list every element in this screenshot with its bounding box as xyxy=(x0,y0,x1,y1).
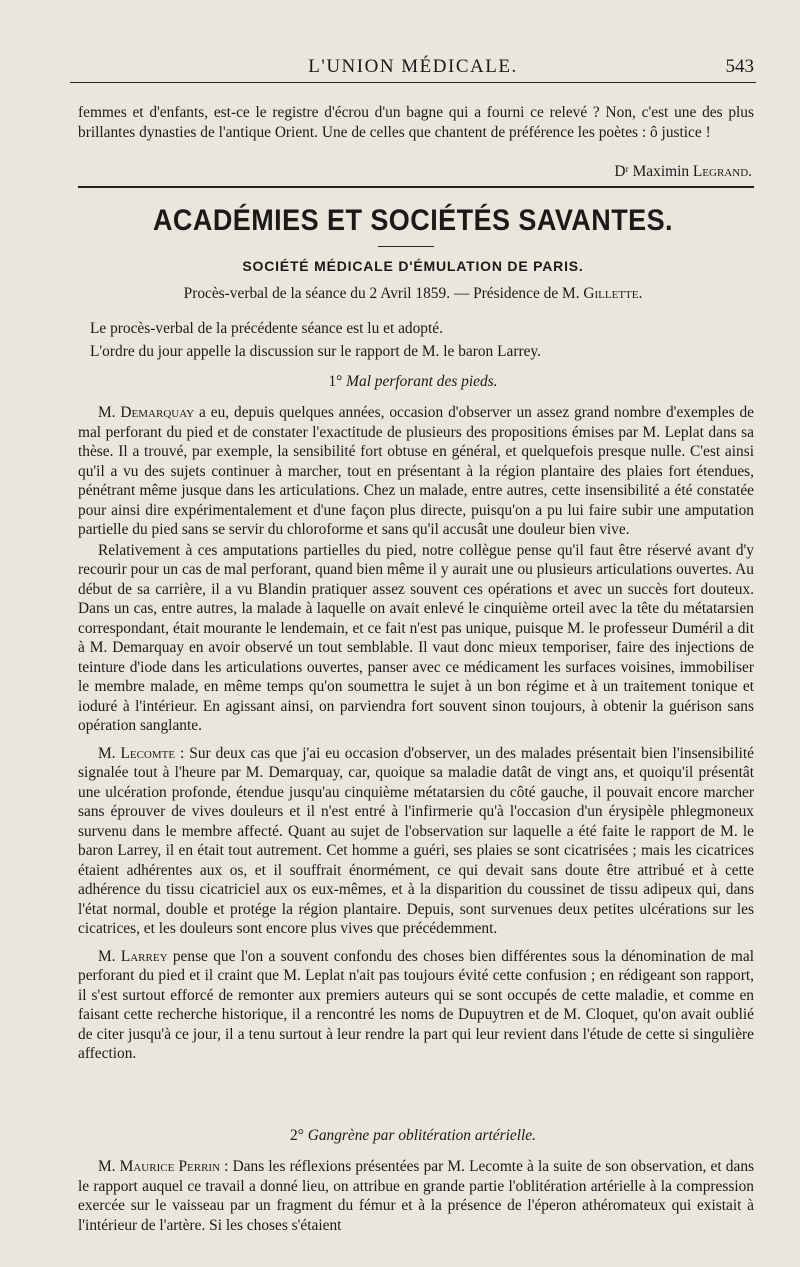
speaker: M. Demarquay xyxy=(98,404,195,421)
meeting-prefix: Procès-verbal de la séance du 2 Avril 1859. — Présidence de M. xyxy=(183,285,584,302)
running-head xyxy=(70,52,756,83)
paragraph-text: : Dans les réflexions présentées par M. Lecomte à la suite de son observation, et dans le rapport auquel ce travail a donné lieu, on attribue en grande partie l'oblitération artérielle à la compression exercée sur le vaisseau par un fragment du fémur et à la présence de l'éperon athéromateux qui existait à l'intérieur de l'artère. Si les choses s'étaient xyxy=(78,1158,754,1234)
speaker: M. Larrey xyxy=(98,947,168,965)
meeting-line xyxy=(70,285,756,303)
subheading-gangrene xyxy=(70,1127,756,1145)
meeting-president: Gillette. xyxy=(583,285,643,302)
paragraph-text: : Sur deux cas que j'ai eu occasion d'observer, un des malades présentait bien l'insensibilité signalée tout à l'heure par M. Demarquay, car, quoique sa maladie datât de vingt ans, et quoiqu'il présentât une ulcération profonde, étendue jusqu'au cinquième métatarsien du côté gauche, il pouvait encore marcher sans éprouver de vives douleurs et il n'est entré à l'infirmerie qu'à l'occasion d'un érysipèle phlegmoneux survenu dans le membre affecté. Quant au sujet de l'observation sur laquelle a été faite le rapport de M. le baron Larrey, il en était tout autrement. Cet homme a guéri, ses plaies se sont cicatrisées ; mais les cicatrices étaient adhérentes aux os, et il souffrait énormément, ce qui devait sans doute être attribué et à cette adhérence du tissu cicatriciel aux os eux-mêmes, et à la disparition du coussinet de tissu adipeux qui, dans l'état normal, double et protége la région plantaire. Depuis, sont survenues deux petites ulcérations sur les cicatrices, et les douleurs sont encore plus vives que précédemment. xyxy=(78,744,754,937)
title-underline xyxy=(378,246,434,247)
agenda-line: L'ordre du jour appelle la discussion sur le rapport de M. le baron Larrey. xyxy=(90,343,541,360)
discussion-part-1 xyxy=(78,403,754,1064)
signature-prefix: Dʳ Maximin xyxy=(614,163,693,180)
paragraph-text: pense que l'on a souvent confondu des choses bien différentes sous la dénomination de mal perforant du pied et il craint que M. Leplat n'ait pas toujours évité cette confusion ; en rédigeant son rapport, il s'est surtout efforcé de remonter aux premiers auteurs qui se sont occupés de cette maladie, et comme en faisant cette recherche historique, il a rencontré les noms de Dupuytren et de M. Cloquet, qu'on avait oublié de citer jusqu'à ce jour, il a tenu surtout à leur rendre la part qui leur revient dans l'étude de cette si singulière affection. xyxy=(78,947,754,1062)
paragraph-text: a eu, depuis quelques années, occasion d'observer un assez grand nombre d'exemples de mal perforant du pied et de constater l'exactitude de plusieurs des propositions émises par M. Leplat dans sa thèse. Il a trouvé, par exemple, la sensibilité fort obtuse en général, et quelquefois presque nulle. C'est ainsi qu'il a vu des sujets continuer à marcher, tout en présentant à la région plantaire des plaies fort étendues, pénétrant même jusque dans les articulations. Chez un malade, entre autres, cette insensibilité a été constatée pour ainsi dire expérimentalement et d'une façon plus directe, puisqu'on a pu lui faire subir une amputation partielle du pied sans se servir du chloroforme et sans qu'il accusât une douleur bien vive. xyxy=(78,404,754,538)
paragraph-larrey xyxy=(78,947,754,1064)
paragraph-text: Relativement à ces amputations partielles du pied, notre collègue pense qu'il faut être réservé avant d'y recourir pour un cas de mal perforant, quand bien même il y aurait une ou plusieurs articulations ouvertes. Au début de sa carrière, il a vu Blandin pratiquer assez souvent ces opérations et avec un succès fort douteux. Dans un cas, entre autres, la malade à laquelle on avait enlevé le cinquième orteil avec la tête du métatarsien correspondant, était mourante le lendemain, et ce fait n'est pas unique, puisque M. le professeur Duméril a dit à M. Demarquay en avoir observé un tout semblable. Il vaut donc mieux temporiser, faire des injections de teinture d'iode dans les articulations ouvertes, panser avec ce médicament les surfaces voisines, immobiliser le membre malade, en même temps qu'on soumettra le sujet à un bon régime et à un traitement tonique et ioduré à l'intérieur. En agissant ainsi, on parviendra fort souvent sinon toujours, à obtenir la guérison sans opération sanglante. xyxy=(78,541,754,734)
subheading-number: 2° xyxy=(290,1127,308,1144)
signature-name: Legrand. xyxy=(692,163,752,180)
subheading-mal-perforant xyxy=(70,373,756,391)
paragraph-demarquay xyxy=(78,403,754,540)
discussion-part-2 xyxy=(78,1157,754,1235)
speaker: M. Maurice Perrin xyxy=(98,1158,221,1175)
speaker: M. Lecomte xyxy=(98,744,176,762)
paragraph-lecomte xyxy=(78,744,754,939)
section-title: ACADÉMIES ET SOCIÉTÉS SAVANTES. xyxy=(152,204,674,237)
paragraph-amputations xyxy=(78,541,754,736)
subheading-title: Mal perforant des pieds. xyxy=(346,373,498,390)
signature xyxy=(614,163,752,181)
society-name: SOCIÉTÉ MÉDICALE D'ÉMULATION DE PARIS. xyxy=(242,258,584,274)
paragraph-perrin xyxy=(78,1157,754,1235)
subheading-title: Gangrène par oblitération artérielle. xyxy=(307,1127,536,1144)
subheading-number: 1° xyxy=(328,373,347,390)
section-divider xyxy=(78,186,754,188)
page-number: 543 xyxy=(725,56,754,77)
running-title: L'UNION MÉDICALE. xyxy=(308,56,518,77)
minutes-adopted-line: Le procès-verbal de la précédente séance est lu et adopté. xyxy=(90,320,443,337)
intro-paragraph: femmes et d'enfants, est-ce le registre d'écrou d'un bagne qui a fourni ce relevé ? Non, c'est une des plus brillantes dynasties de l'antique Orient. Une de celles que chantent de préférence les poètes : ô justice ! xyxy=(78,104,754,141)
